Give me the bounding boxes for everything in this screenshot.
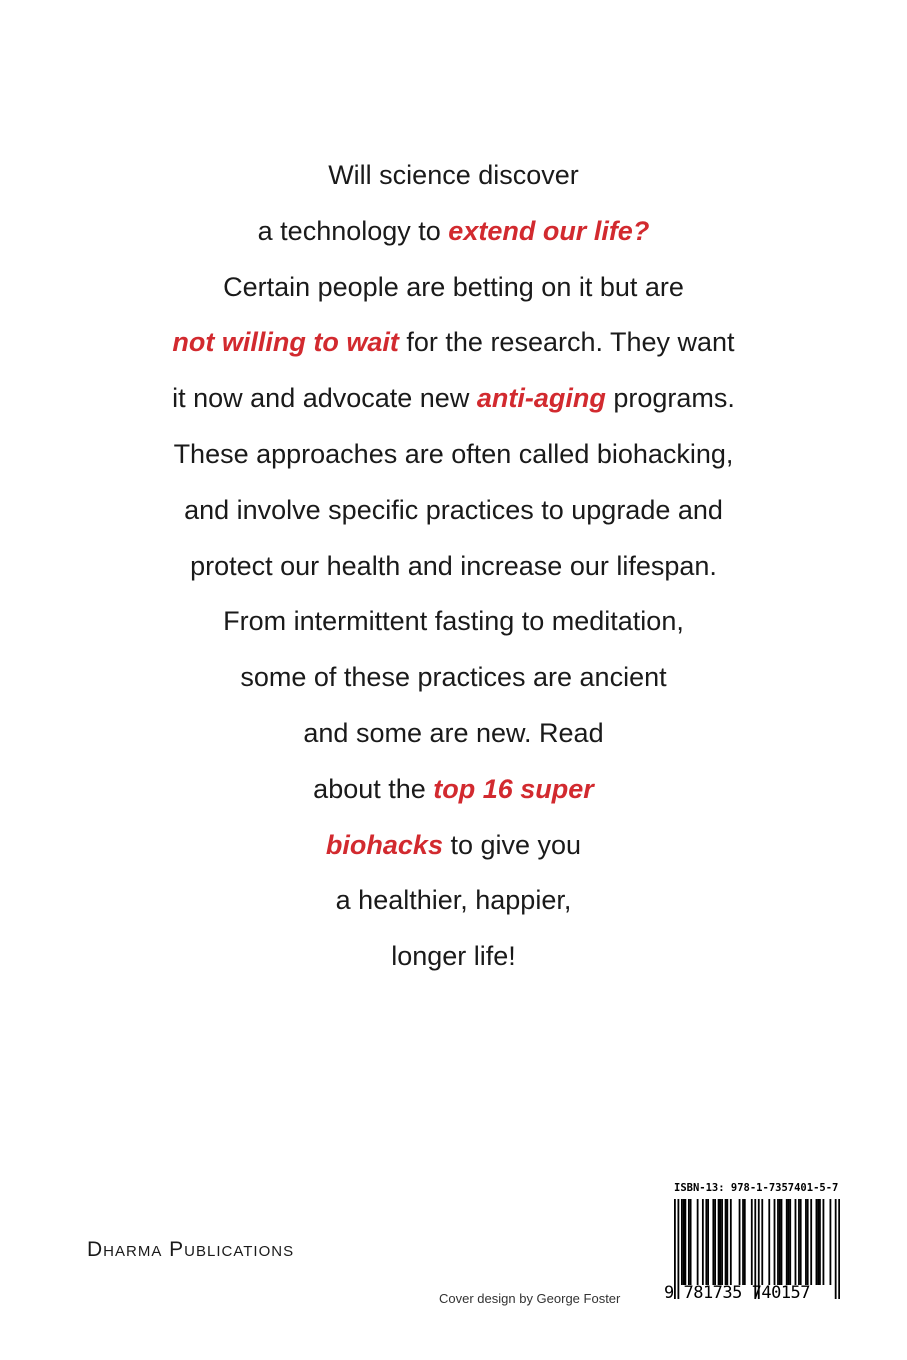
barcode-bar [684,1199,686,1285]
blurb-text: longer life! [391,941,516,972]
barcode-bar [781,1199,783,1285]
barcode-bar [817,1199,819,1285]
blurb-line [0,650,907,706]
blurb-line [0,315,907,371]
blurb-line [0,427,907,483]
blurb-line [0,539,907,595]
barcode-bar [779,1199,781,1285]
barcode-bar [719,1199,721,1285]
blurb-line [0,483,907,539]
isbn-barcode [664,1182,842,1314]
blurb-line [0,873,907,929]
barcode-bar [739,1199,741,1285]
highlighted-phrase: anti-aging [476,383,606,414]
blurb-line [0,762,907,818]
barcode-bar [810,1199,812,1285]
blurb-line [0,260,907,316]
barcode-bar [777,1199,779,1285]
publisher-name: Dharma Publications [87,1238,295,1261]
barcode-bar [697,1199,699,1285]
barcode-bar [774,1199,776,1285]
blurb-text: programs. [605,383,735,414]
barcode-bar [751,1199,753,1285]
barcode-bar [690,1199,692,1285]
isbn-label: ISBN-13: 978-1-7357401-5-7 [674,1182,839,1194]
barcode-bar [683,1199,685,1285]
barcode-bar [807,1199,809,1285]
blurb-text: protect our health and increase our lifespan. [190,550,717,581]
barcode-bar [768,1199,770,1285]
blurb-text: it now and advocate new [172,383,477,414]
blurb-line [0,204,907,260]
blurb-text: Will science discover [328,160,579,190]
blurb-text: to give you [442,829,582,860]
barcode-bar [730,1199,732,1285]
blurb-line [0,594,907,650]
barcode-bar [798,1199,800,1285]
blurb-line [0,818,907,874]
barcode-bar [718,1199,720,1285]
highlighted-phrase: biohacks [325,829,443,860]
barcode-bar [800,1199,802,1285]
blurb-text: These approaches are often called biohacking, [173,438,734,469]
cover-design-credit: Cover design by George Foster [439,1291,621,1306]
barcode-bar [786,1199,788,1285]
barcode-bar [702,1199,704,1285]
barcode-bar [705,1199,707,1285]
back-cover-blurb [0,148,907,985]
barcode-bar [725,1199,727,1285]
blurb-text: From intermittent fasting to meditation, [223,606,684,637]
barcode-bar [721,1199,723,1285]
barcode-digits: 9 781735 740157 [664,1283,811,1303]
barcode-bar [714,1199,716,1285]
barcode-bar [688,1199,690,1285]
blurb-text: Certain people are betting on it but are [223,271,684,302]
blurb-text: and some are new. Read [303,717,604,748]
barcode-bar [742,1199,744,1285]
barcode-bar [795,1199,797,1285]
blurb-line [0,706,907,762]
barcode-bar [681,1199,683,1285]
highlighted-phrase: extend our life? [448,215,650,246]
barcode-bar [712,1199,714,1285]
barcode-bar [823,1199,825,1285]
barcode-bar [761,1199,763,1285]
blurb-line [0,929,907,985]
barcode-bar [788,1199,790,1285]
highlighted-phrase: not willing to wait [172,327,399,358]
highlighted-phrase: top 16 super [433,773,594,804]
barcode-bar [744,1199,746,1285]
barcode-bar [726,1199,728,1285]
blurb-text: about the [313,773,434,804]
blurb-text: and involve specific practices to upgrade and [184,494,723,525]
blurb-line [0,371,907,427]
blurb-line [0,148,907,204]
barcode-bar [830,1199,832,1285]
blurb-text: for the research. They want [398,327,735,358]
barcode-bar [819,1199,821,1285]
barcode-bar [816,1199,818,1285]
barcode-bar [789,1199,791,1285]
blurb-text: a technology to [257,215,449,246]
blurb-text: some of these practices are ancient [240,662,667,693]
blurb-text: a healthier, happier, [335,885,572,916]
barcode-bar [805,1199,807,1285]
barcode-bar [707,1199,709,1285]
